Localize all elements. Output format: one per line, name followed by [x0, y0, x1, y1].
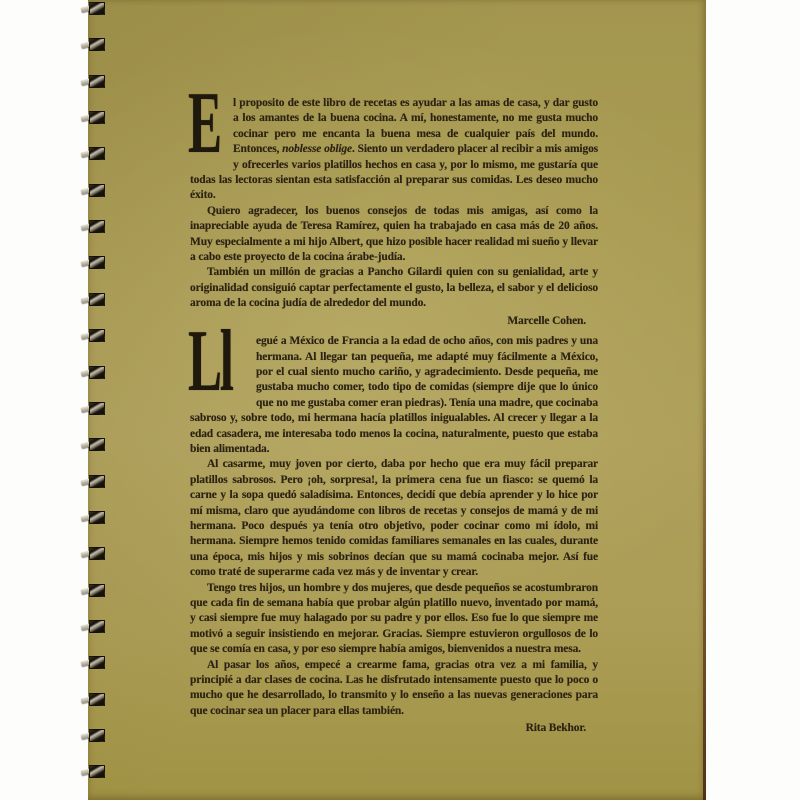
spiral-binding-hole	[80, 765, 108, 779]
spiral-binding-hole	[80, 184, 108, 198]
spiral-binding-hole	[80, 220, 108, 234]
binding-hole-punch	[89, 75, 105, 88]
binding-hole-punch	[89, 293, 105, 306]
binding-hole-punch	[89, 693, 105, 706]
binding-hole-punch	[89, 729, 105, 742]
spiral-binding-hole	[80, 38, 108, 52]
dropcap-ll-letters: Ll	[188, 313, 232, 411]
spiral-binding-hole	[80, 584, 108, 598]
binding-hole-punch	[89, 511, 105, 524]
dropcap-e	[188, 75, 225, 172]
binding-hole-punch	[89, 220, 105, 233]
binding-hole-punch	[89, 256, 105, 269]
spiral-binding	[80, 0, 110, 800]
signature-marcelle-cohen: Marcelle Cohen.	[507, 314, 586, 327]
spiral-binding-hole	[80, 475, 108, 489]
memoir-paragraph-tengo-tres-hijos: Tengo tres hijos, un hombre y dos mujeres, que desde pequeños se acostumbraron que cada fin de semana había que probar algún platillo nuevo, inventado por mamá, y casi siempre fue muy halagado por su padre y por ellos. Eso fue lo que siempre me motivó a seguir insistiendo en mejorar. Gracias. Siempre estuvieron orgullosos de lo que se comía en casa, y por eso siempre había amigos, bienvenidos a nuestra mesa.	[190, 581, 598, 656]
spiral-binding-hole	[80, 147, 108, 161]
intro-section	[188, 75, 599, 329]
binding-hole-punch	[89, 111, 105, 124]
intro-paragraph-thanks-pancho: También un millón de gracias a Pancho Gilardi quien con su genialidad, arte y originalidad consiguió captar perfectamente el gusto, la belleza, el sabor y el delicioso aroma de la cocina judía de alrededor del mundo.	[190, 266, 598, 310]
binding-hole-punch	[89, 620, 105, 633]
memoir-paragraph-al-casarme: Al casarme, muy joven por cierto, daba por hecho que era muy fácil preparar platillos sabrosos. Pero ¡oh, sorpresa!, la primera cena fue un fiasco: se quemó la carne y la sopa quedó saladísima. Entonces, decidí que debía aprender y lo hice por mí misma, claro que ayudándome con libros de recetas y consejos de mamá y de mi hermana. Poco después ya tenía otro objetivo, poder cocinar como mi ídolo, mi hermana. Siempre hemos tenido comidas familiares semanales en las cuales, durante una época, mis hijos y mis sobrinos decían que su mamá cocinaba mejor. Así fue como traté de superarme cada vez más y de inventar y crear.	[190, 458, 598, 579]
page-edge-shadow	[703, 360, 706, 800]
spiral-binding-hole	[80, 620, 108, 634]
spiral-binding-hole	[80, 329, 108, 343]
spiral-binding-hole	[80, 75, 108, 89]
intro-text-before-italic: l proposito de este libro de recetas es ayudar a las amas de casa, y dar gusto a los amantes de la buena cocina. A mí, honestamente, no me gusta mucho cocinar pero me encanta la buena mesa de cualquier país del mundo. Entonces,	[233, 97, 598, 156]
spiral-binding-hole	[80, 511, 108, 525]
signature-rita-bekhor: Rita Bekhor.	[525, 722, 586, 735]
spiral-binding-hole	[80, 656, 108, 670]
spiral-binding-hole	[80, 402, 108, 416]
dropcap-ll	[188, 313, 248, 411]
italic-phrase: noblesse oblige	[282, 143, 352, 156]
intro-opening-paragraph	[188, 75, 599, 204]
binding-hole-punch	[89, 329, 105, 342]
binding-hole-punch	[89, 2, 105, 15]
spiral-binding-hole	[80, 256, 108, 270]
binding-hole-punch	[89, 402, 105, 415]
dropcap-e-letter: E	[188, 75, 220, 172]
spiral-binding-hole	[80, 2, 108, 16]
spiral-binding-hole	[80, 111, 108, 125]
memoir-paragraph-al-pasar: Al pasar los años, empecé a crearme fama, gracias otra vez a mi familia, y principié a dar clases de cocina. Las he disfrutado intensamente puesto que lo poco o mucho que he desarrollado, lo transmito y lo enseño a las nuevas generaciones para que cocinar sea un placer para ellas también.	[190, 658, 598, 717]
binding-hole-punch	[89, 656, 105, 669]
page-text-block	[188, 75, 599, 742]
book-page	[88, 0, 706, 800]
binding-hole-punch	[89, 438, 105, 451]
spiral-binding-hole	[80, 693, 108, 707]
binding-hole-punch	[89, 147, 105, 160]
binding-hole-punch	[89, 475, 105, 488]
binding-hole-punch	[89, 765, 105, 778]
binding-hole-punch	[89, 547, 105, 560]
spiral-binding-hole	[80, 547, 108, 561]
binding-hole-punch	[89, 38, 105, 51]
binding-hole-punch	[89, 366, 105, 379]
binding-hole-punch	[89, 584, 105, 597]
intro-text-after-italic: . Siento un verdadero placer al recibir a mis amigos y ofrecerles varios platillos hechos en casa y, por lo mismo, me gustaría que todas las lectoras sientan esta satisfacción al preparar sus comidas. Les deseo mucho éxito.	[190, 143, 599, 202]
spiral-binding-hole	[80, 366, 108, 380]
spiral-binding-hole	[80, 293, 108, 307]
binding-hole-punch	[89, 184, 105, 197]
spiral-binding-hole	[80, 729, 108, 743]
intro-paragraph-thanks-friends: Quiero agradecer, los buenos consejos de todas mis amigas, así como la inapreciable ayuda de Teresa Ramírez, quien ha trabajado en casa más de 20 años. Muy especialmente a mi hijo Albert, que hizo posible hacer realidad mi sueño y llevar a cabo este proyecto de la cocina árabe-judía.	[190, 204, 598, 264]
memoir-opening-text: egué a México de Francia a la edad de ocho años, con mis padres y una hermana. Al llegar tan pequeña, me adapté muy fácilmente a México, por el cual siento mucho cariño, y agradecimiento. Desde pequeña, me gustaba mucho comer, todo tipo de comidas (siempre dije que lo único que no me gustaba comer eran piedras). Tenía una madre, que cocinaba sabroso y, sobre todo, mi hermana hacía platillos inigualables. Al crecer y llegar a la edad casadera, me interesaba todo menos la cocina, naturalmente, puesto que estaba bien alimentada.	[190, 335, 598, 455]
spiral-binding-hole	[80, 438, 108, 452]
